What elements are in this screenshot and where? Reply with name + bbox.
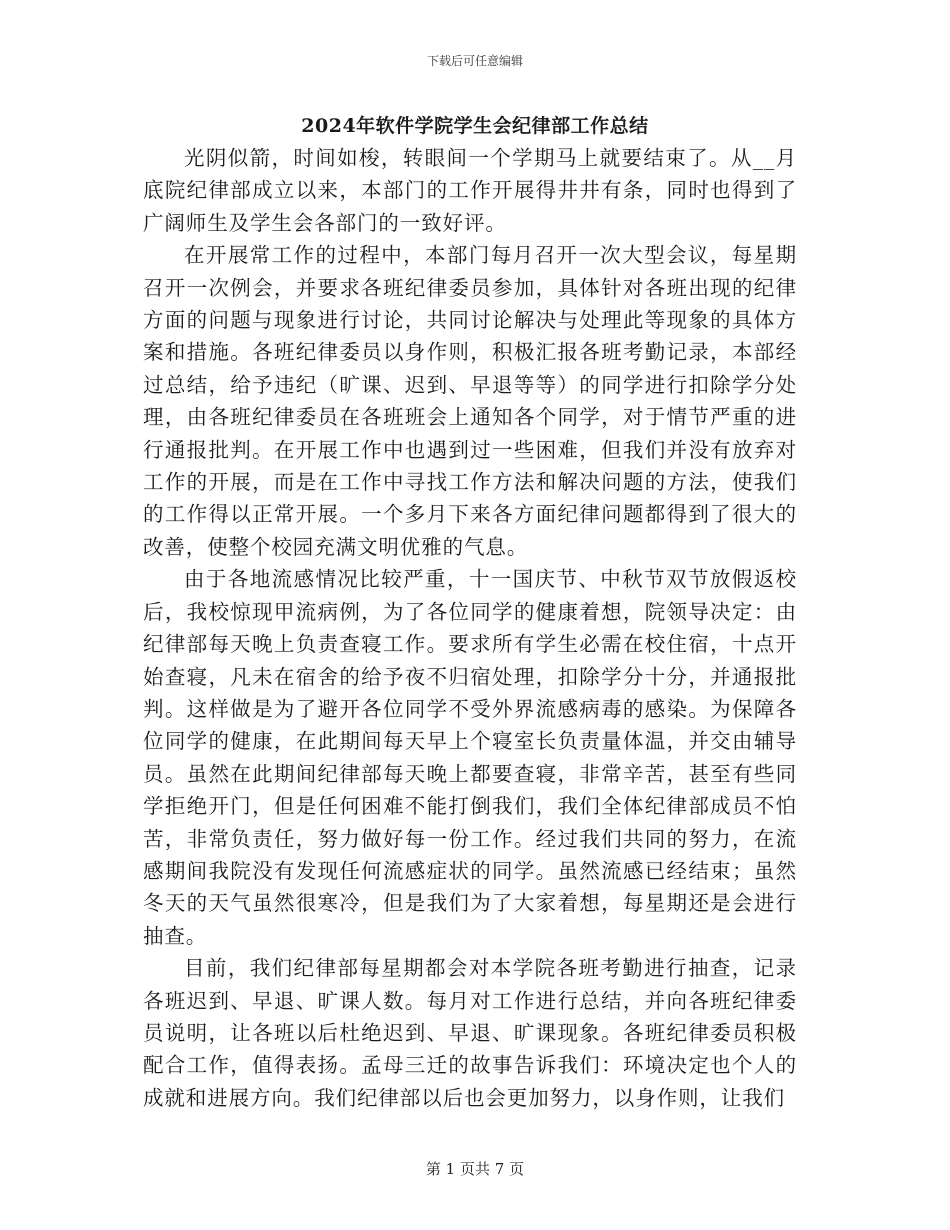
document-body — [143, 142, 797, 1114]
page-number-footer: 第 1 页共 7 页 — [425, 1160, 525, 1178]
paragraph: 由于各地流感情况比较严重，十一国庆节、中秋节双节放假返校后，我校惊现甲流病例，为了各位同学的健康着想，院领导决定：由纪律部每天晚上负责查寝工作。要求所有学生必需在校住宿，十点开始查寝，凡未在宿舍的给予夜不归宿处理，扣除学分十分，并通报批判。这样做是为了避开各位同学不受外界流感病毒的感染。为保障各位同学的健康，在此期间每天早上个寝室长负责量体温，并交由辅导员。虽然在此期间纪律部每天晚上都要查寝，非常辛苦，甚至有些同学拒绝开门，但是任何困难不能打倒我们，我们全体纪律部成员不怕苦，非常负责任，努力做好每一份工作。经过我们共同的努力，在流感期间我院没有发现任何流感症状的同学。虽然流感已经结束；虽然冬天的天气虽然很寒冷，但是我们为了大家着想，每星期还是会进行抽查。 — [143, 567, 797, 948]
paragraph: 目前，我们纪律部每星期都会对本学院各班考勤进行抽查，记录各班迟到、早退、旷课人数。每月对工作进行总结，并向各班纪律委员说明，让各班以后杜绝迟到、早退、旷课现象。各班纪律委员积极配合工作，值得表扬。孟母三迁的故事告诉我们：环境决定也个人的成就和进展方向。我们纪律部以后也会更加努力，以身作则，让我们 — [143, 956, 797, 1110]
paragraph: 在开展常工作的过程中，本部门每月召开一次大型会议，每星期召开一次例会，并要求各班纪律委员参加，具体针对各班出现的纪律方面的问题与现象进行讨论，共同讨论解决与处理此等现象的具体方案和措施。各班纪律委员以身作则，积极汇报各班考勤记录，本部经过总结，给予违纪（旷课、迟到、早退等等）的同学进行扣除学分处理，由各班纪律委员在各班班会上通知各个同学，对于情节严重的进行通报批判。在开展工作中也遇到过一些困难，但我们并没有放弃对工作的开展，而是在工作中寻找工作方法和解决问题的方法，使我们的工作得以正常开展。一个多月下来各方面纪律问题都得到了很大的改善，使整个校园充满文明优雅的气息。 — [143, 243, 797, 559]
header-note: 下载后可任意编辑 — [426, 54, 523, 68]
paragraph: 光阴似箭，时间如梭，转眼间一个学期马上就要结束了。从__月底院纪律部成立以来，本部门的工作开展得井井有条，同时也得到了广阔师生及学生会各部门的一致好评。 — [143, 146, 797, 235]
document-title: 2024年软件学院学生会纪律部工作总结 — [301, 115, 649, 137]
